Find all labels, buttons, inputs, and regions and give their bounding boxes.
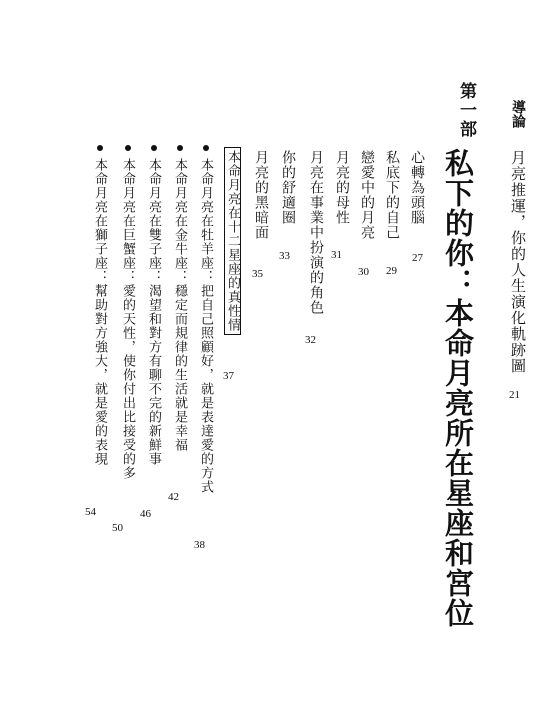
part-title: 私下的你：本命月亮所在星座和宮位 xyxy=(441,148,475,628)
part-label: 第一部 xyxy=(456,82,476,139)
intro-page-number: 21 xyxy=(509,389,520,401)
list-bullet xyxy=(151,145,157,151)
toc-entry-title: 你的舒適圈 xyxy=(280,150,296,225)
toc-entry-page: 29 xyxy=(386,265,397,277)
list-bullet xyxy=(203,145,209,151)
sign-item-title: 本命月亮在雙子座：渴望和對方有聊不完的新鮮事 xyxy=(146,158,161,466)
toc-entry-page: 30 xyxy=(358,266,369,278)
toc-entry-title: 私底下的自己 xyxy=(384,150,400,240)
intro-label: 導論 xyxy=(510,100,526,128)
toc-entry-page: 31 xyxy=(331,249,342,261)
section-heading: 本命月亮在十二星座的真性情 xyxy=(224,147,241,335)
toc-entry-page: 33 xyxy=(279,250,290,262)
toc-entry-page: 32 xyxy=(305,334,316,346)
section-page: 37 xyxy=(223,370,234,382)
sign-item-title: 本命月亮在巨蟹座：愛的天性，使你付出比接受的多 xyxy=(120,158,135,480)
list-bullet xyxy=(177,145,183,151)
intro-title: 月亮推運，你的人生演化軌跡圖 xyxy=(509,150,527,374)
sign-item-page: 46 xyxy=(140,508,151,520)
toc-entry-title: 戀愛中的月亮 xyxy=(359,150,375,240)
sign-item-title: 本命月亮在金牛座：穩定而規律的生活就是幸福 xyxy=(172,158,187,452)
toc-entry-title: 心轉為頭腦 xyxy=(409,150,425,225)
toc-entry-title: 月亮在事業中扮演的角色 xyxy=(308,150,324,315)
toc-entry-page: 27 xyxy=(412,252,423,264)
toc-entry-title: 月亮的母性 xyxy=(334,150,350,225)
toc-entry-page: 35 xyxy=(252,268,263,280)
list-bullet xyxy=(97,145,103,151)
sign-item-page: 50 xyxy=(112,522,123,534)
sign-item-title: 本命月亮在牡羊座：把自己照顧好，就是表達愛的方式 xyxy=(198,158,213,494)
sign-item-page: 38 xyxy=(194,539,205,551)
list-bullet xyxy=(125,145,131,151)
toc-entry-title: 月亮的黑暗面 xyxy=(253,150,269,240)
sign-item-page: 54 xyxy=(85,506,96,518)
sign-item-title: 本命月亮在獅子座：幫助對方強大，就是愛的表現 xyxy=(92,158,107,466)
sign-item-page: 42 xyxy=(168,491,179,503)
